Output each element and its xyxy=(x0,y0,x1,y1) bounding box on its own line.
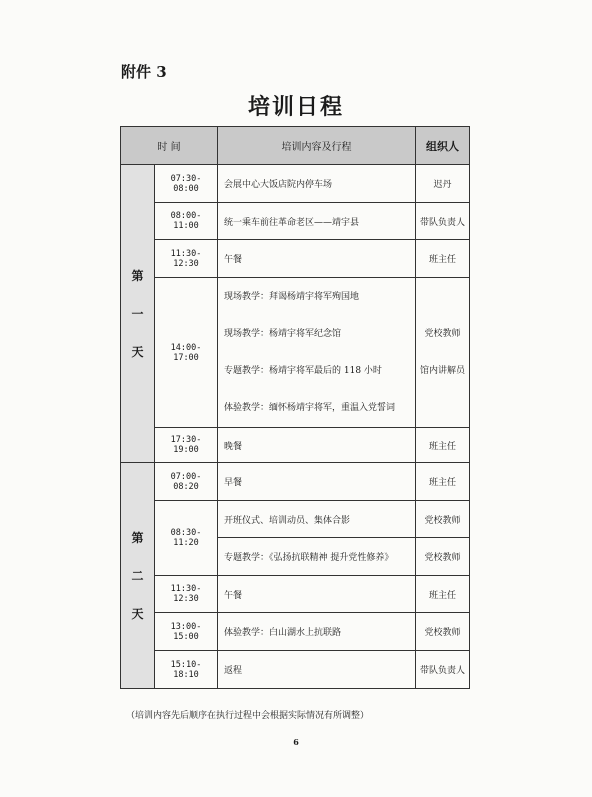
content-cell: 返程 xyxy=(218,651,416,689)
attachment-label: 附件 3 xyxy=(121,63,167,81)
header-time: 时 间 xyxy=(121,127,218,165)
content-cell: 晚餐 xyxy=(218,428,416,463)
day-label-1: 第 一 天 xyxy=(121,165,155,463)
table-row xyxy=(121,240,470,278)
organizer-cell: 党校教师 馆内讲解员 xyxy=(416,278,470,428)
table-row xyxy=(121,463,470,501)
schedule-table xyxy=(120,126,470,689)
table-row xyxy=(121,651,470,689)
table-header-row xyxy=(121,127,470,165)
table-row xyxy=(121,428,470,463)
organizer-cell: 带队负责人 xyxy=(416,651,470,689)
content-cell: 专题教学：《弘扬抗联精神 提升党性修养》 xyxy=(218,538,416,576)
organizer-cell: 党校教师 xyxy=(416,613,470,651)
header-organizer: 组织人 xyxy=(416,127,470,165)
table-row xyxy=(121,203,470,240)
page-title: 培训日程 xyxy=(247,94,344,120)
content-cell: 开班仪式、培训动员、集体合影 xyxy=(218,501,416,538)
time-cell: 14:00-17:00 xyxy=(155,278,218,428)
organizer-cell: 党校教师 xyxy=(416,501,470,538)
time-cell: 07:30-08:00 xyxy=(155,165,218,203)
organizer-cell: 班主任 xyxy=(416,428,470,463)
time-cell: 15:10-18:10 xyxy=(155,651,218,689)
time-cell: 17:30-19:00 xyxy=(155,428,218,463)
day-label-2: 第 二 天 xyxy=(121,463,155,689)
organizer-cell: 班主任 xyxy=(416,576,470,613)
organizer-cell: 带队负责人 xyxy=(416,203,470,240)
table-row xyxy=(121,576,470,613)
table-row xyxy=(121,613,470,651)
page-number: 6 xyxy=(293,737,299,747)
time-cell: 07:00-08:20 xyxy=(155,463,218,501)
organizer-cell: 迟丹 xyxy=(416,165,470,203)
table-row xyxy=(121,501,470,538)
content-cell: 会展中心大饭店院内停车场 xyxy=(218,165,416,203)
organizer-cell: 班主任 xyxy=(416,463,470,501)
content-cell: 现场教学：拜谒杨靖宇将军殉国地 现场教学：杨靖宇将军纪念馆 专题教学：杨靖宇将军最后的 118 小时 体验教学：缅怀杨靖宇将军，重温入党誓词 xyxy=(218,278,416,428)
time-cell: 13:00-15:00 xyxy=(155,613,218,651)
content-cell: 午餐 xyxy=(218,240,416,278)
footnote: （培训内容先后顺序在执行过程中会根据实际情况有所调整） xyxy=(126,711,370,721)
content-cell: 早餐 xyxy=(218,463,416,501)
time-cell: 08:00-11:00 xyxy=(155,203,218,240)
time-cell: 11:30-12:30 xyxy=(155,576,218,613)
header-content: 培训内容及行程 xyxy=(218,127,416,165)
organizer-cell: 党校教师 xyxy=(416,538,470,576)
content-cell: 午餐 xyxy=(218,576,416,613)
organizer-cell: 班主任 xyxy=(416,240,470,278)
time-cell: 08:30-11:20 xyxy=(155,501,218,576)
table-row xyxy=(121,165,470,203)
content-cell: 体验教学：白山湖水上抗联路 xyxy=(218,613,416,651)
table-row xyxy=(121,278,470,428)
time-cell: 11:30-12:30 xyxy=(155,240,218,278)
content-cell: 统一乘车前往革命老区——靖宇县 xyxy=(218,203,416,240)
